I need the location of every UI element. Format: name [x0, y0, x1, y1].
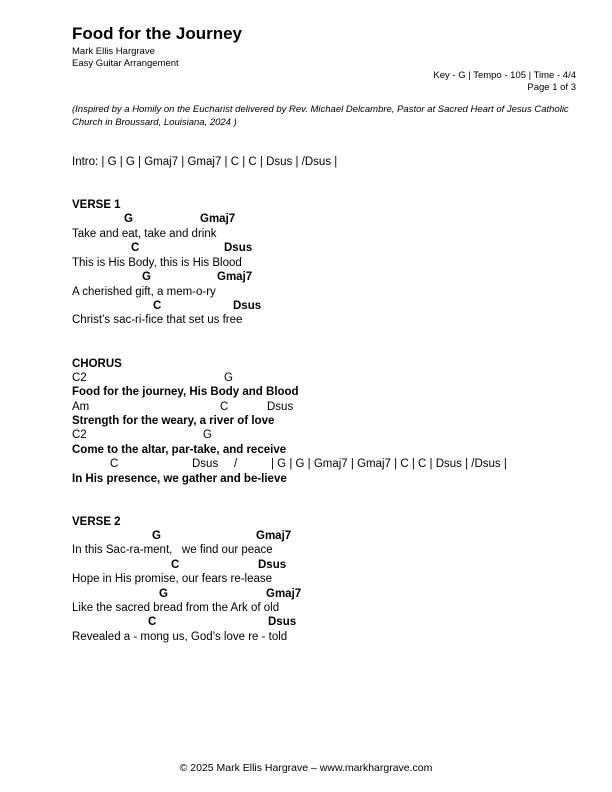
chord: C2: [72, 429, 87, 441]
chord-line: [72, 371, 233, 386]
chord-line: [72, 212, 236, 227]
lyric-line: Food for the journey, His Body and Blood: [72, 386, 299, 398]
chord: Gmaj7: [256, 530, 292, 542]
lyric-line: Christ’s sac-ri-fice that set us free: [72, 314, 243, 326]
lyric-line: Hope in His promise, our fears re-lease: [72, 573, 273, 585]
lyric-line: Strength for the weary, a river of love: [72, 415, 275, 427]
chord: Gmaj7: [217, 271, 253, 283]
lyric-line: Revealed a - mong us, God’s love re - told: [72, 631, 288, 643]
chord-line: [72, 400, 294, 415]
lyric-line: In this Sac-ra-ment, we find our peace: [72, 544, 273, 556]
chord-line: [72, 615, 297, 630]
chord: C: [110, 458, 119, 470]
chord: Dsus: [224, 242, 253, 254]
chord: G: [224, 372, 233, 384]
song-title: Food for the Journey: [72, 24, 242, 43]
chord-line: [72, 558, 287, 573]
chord: Dsus: [267, 401, 294, 413]
chord: G: [124, 213, 133, 225]
chord: Dsus: [233, 300, 262, 312]
chord: C: [131, 242, 140, 254]
chord: C: [171, 559, 180, 571]
lyric-line: In His presence, we gather and be-lieve: [72, 473, 287, 485]
chord-line: [72, 428, 212, 443]
lyric-line: Come to the altar, par-take, and receive: [72, 444, 287, 456]
chord: Dsus: [192, 458, 219, 470]
lyric-line: A cherished gift, a mem-o-ry: [72, 286, 216, 298]
chord: Dsus: [258, 559, 287, 571]
chord: C2: [72, 372, 87, 384]
lyric-line: Take and eat, take and drink: [72, 228, 217, 240]
arrangement-type: Easy Guitar Arrangement: [72, 58, 179, 69]
lyric-line: Like the sacred bread from the Ark of old: [72, 602, 280, 614]
chord-line: [72, 241, 253, 256]
chord: C: [220, 401, 229, 413]
chord: C: [148, 616, 157, 628]
lyric-line: This is His Body, this is His Blood: [72, 257, 242, 269]
chord: Am: [72, 401, 90, 413]
chord: Gmaj7: [200, 213, 236, 225]
chord: G: [203, 429, 212, 441]
chord: /: [234, 458, 238, 470]
chord-line: [72, 270, 253, 285]
chord-line: [72, 299, 262, 314]
chord: | G | G | Gmaj7 | Gmaj7 | C | C | Dsus | /Dsus |: [271, 458, 507, 470]
chord-line: [72, 587, 302, 602]
chord: Dsus: [268, 616, 297, 628]
chorus-heading: CHORUS: [72, 358, 122, 370]
chord: Gmaj7: [266, 588, 302, 600]
intro-line: Intro: | G | G | Gmaj7 | Gmaj7 | C | C | Dsus | /Dsus |: [72, 156, 338, 168]
page-number: Page 1 of 3: [527, 82, 576, 93]
copyright-footer: © 2025 Mark Ellis Hargrave – www.markhargrave.com: [179, 762, 433, 774]
chord-line: [72, 457, 507, 472]
verse1-heading: VERSE 1: [72, 199, 121, 211]
chord: G: [159, 588, 168, 600]
song-info: Key - G | Tempo - 105 | Time - 4/4: [433, 70, 576, 81]
chord: G: [142, 271, 151, 283]
chord: C: [153, 300, 162, 312]
chord: G: [152, 530, 161, 542]
verse2-heading: VERSE 2: [72, 516, 121, 528]
chord-line: [72, 529, 292, 544]
author: Mark Ellis Hargrave: [72, 46, 155, 57]
inspiration-note: (Inspired by a Homily on the Eucharist delivered by Rev. Michael Delcambre, Pastor at Sacred Heart of Jesus Catholic Church in Broussard, Louisiana, 2024 ): [72, 104, 569, 128]
